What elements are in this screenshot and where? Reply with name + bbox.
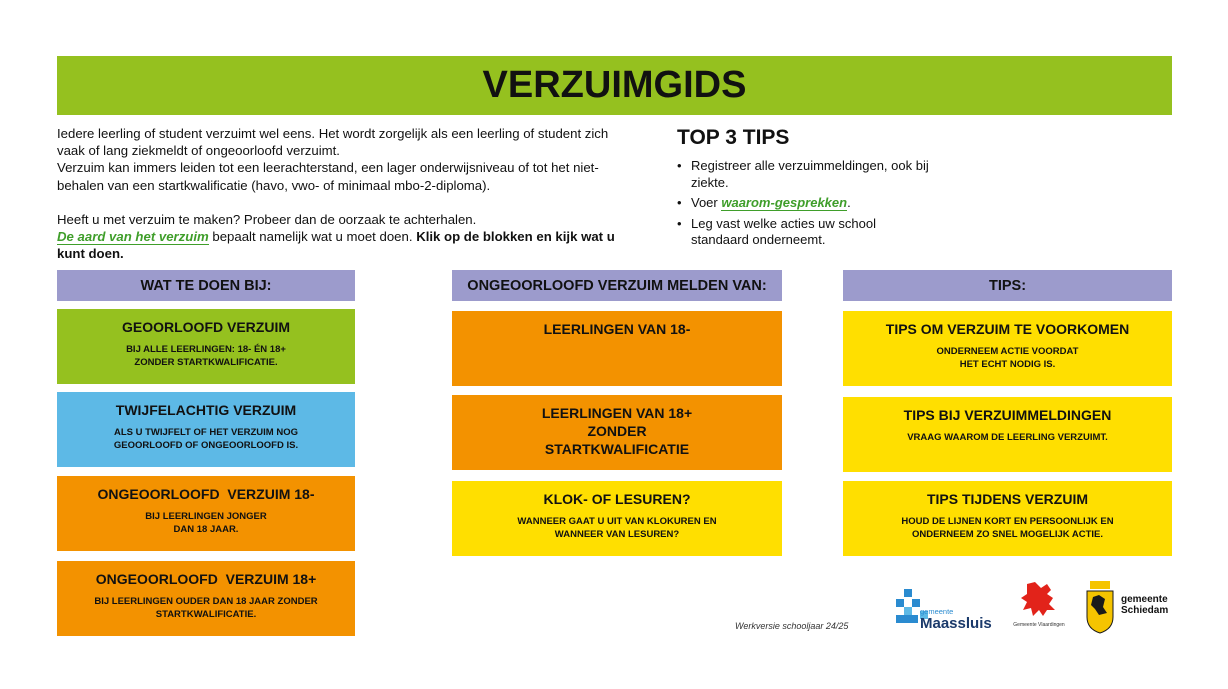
block-subtitle: [517, 515, 716, 541]
block-subtitle-line: GEOORLOOFD OF ONGEOORLOOFD IS.: [113, 440, 299, 451]
block-subtitle-line: VRAAG WAAROM DE LEERLING VERZUIMT.: [907, 432, 1108, 443]
block-subtitle-line: WANNEER GAAT U UIT VAN KLOKUREN EN: [517, 516, 717, 527]
intro-text: [57, 125, 617, 262]
intro-paragraph-4-text: bepaalt namelijk wat u moet doen.: [208, 229, 417, 245]
top3-tip-2-suffix: .: [847, 195, 851, 210]
aard-verzuim-link[interactable]: De aard van het verzuim: [57, 229, 209, 245]
intro-paragraph-4: [57, 228, 617, 262]
block-title-line: ZONDER: [587, 423, 647, 439]
block-title: TIPS BIJ VERZUIMMELDINGEN: [903, 407, 1112, 423]
block-tips-voorkomen[interactable]: [843, 311, 1172, 386]
block-klok-of-lesuren[interactable]: [452, 481, 782, 556]
intro-paragraph-2: Verzuim kan immers leiden tot een leerachterstand, een lager onderwijsniveau of tot het niet-behalen van een startkwalificatie (havo, vwo- of minimaal mbo-2-diploma).: [57, 160, 599, 193]
top3-tips: [677, 126, 937, 253]
top3-heading: TOP 3 TIPS: [677, 126, 790, 149]
block-leerlingen-18-min[interactable]: [452, 311, 782, 386]
block-title: KLOK- OF LESUREN?: [543, 491, 691, 507]
block-twijfelachtig-verzuim[interactable]: [57, 392, 355, 467]
block-subtitle: [907, 431, 1108, 444]
schiedam-text-line-1: gemeente: [1121, 594, 1168, 605]
block-title: TIPS OM VERZUIM TE VOORKOMEN: [885, 321, 1130, 337]
vlaardingen-text: Gemeente Vlaardingen: [1013, 622, 1065, 628]
block-ongeoorloofd-verzuim-18-plus[interactable]: [57, 561, 355, 636]
block-title-line: STARTKWALIFICATIE: [544, 441, 690, 457]
block-subtitle-line: BIJ LEERLINGEN JONGER: [145, 511, 267, 522]
block-tips-verzuimmeldingen[interactable]: [843, 397, 1172, 472]
block-subtitle: [145, 510, 266, 536]
top3-tip-3: • Leg vast welke acties uw school standaard onderneemt.: [677, 216, 937, 249]
block-title: ONGEOORLOOFD VERZUIM 18-: [97, 486, 315, 502]
top3-tip-1: • Registreer alle verzuimmeldingen, ook bij ziekte.: [677, 158, 937, 191]
maassluis-big-text: Maassluis: [920, 615, 992, 632]
schiedam-text: [1121, 594, 1168, 616]
block-title: ONGEOORLOOFD VERZUIM 18+: [95, 571, 317, 587]
logo-vlaardingen: [1010, 580, 1068, 634]
block-subtitle-line: ONDERNEEM ZO SNEL MOGELIJK ACTIE.: [911, 529, 1104, 540]
block-subtitle: [937, 345, 1079, 371]
block-subtitle-line: ZONDER STARTKWALIFICATIE.: [134, 357, 278, 368]
block-title: GEOORLOOFD VERZUIM: [122, 319, 290, 335]
block-subtitle: [901, 515, 1113, 541]
block-subtitle: [94, 595, 317, 621]
block-subtitle-line: ONDERNEEM ACTIE VOORDAT: [936, 346, 1079, 357]
version-label: Werkversie schooljaar 24/25: [735, 621, 849, 631]
block-title: TWIJFELACHTIG VERZUIM: [115, 402, 297, 418]
page-title: VERZUIMGIDS: [482, 64, 747, 106]
block-subtitle-line: STARTKWALIFICATIE.: [155, 609, 257, 620]
block-subtitle-line: HET ECHT NODIG IS.: [959, 359, 1056, 370]
block-leerlingen-18-plus-zonder-startkwalificatie[interactable]: [452, 395, 782, 470]
title-banner: [57, 56, 1172, 115]
block-title: TIPS TIJDENS VERZUIM: [926, 491, 1089, 507]
waarom-gesprekken-link[interactable]: waarom-gesprekken: [721, 195, 848, 210]
intro-paragraph-3: Heeft u met verzuim te maken? Probeer dan de oorzaak te achterhalen.: [57, 211, 477, 227]
column-heading-wat-te-doen: WAT TE DOEN BIJ:: [57, 270, 355, 301]
block-subtitle-line: DAN 18 JAAR.: [173, 524, 239, 535]
block-subtitle-line: WANNEER VAN LESUREN?: [554, 529, 680, 540]
vlaardingen-lion-icon: [1017, 580, 1061, 622]
block-subtitle-line: BIJ LEERLINGEN OUDER DAN 18 JAAR ZONDER: [94, 596, 318, 607]
block-subtitle: [114, 426, 298, 452]
schiedam-text-line-2: Schiedam: [1121, 605, 1169, 616]
block-subtitle-line: HOUD DE LIJNEN KORT EN PERSOONLIJK EN: [901, 516, 1114, 527]
logo-maassluis: [896, 584, 996, 634]
block-subtitle: [126, 343, 286, 369]
intro-instruction: Klik op de blokken en kijk wat u kunt doen.: [57, 229, 615, 262]
schiedam-shield-icon: [1085, 581, 1115, 635]
maassluis-text: [920, 608, 992, 632]
top3-tip-2: [677, 195, 937, 212]
block-subtitle-line: BIJ ALLE LEERLINGEN: 18- ÉN 18+: [126, 344, 286, 355]
block-ongeoorloofd-verzuim-18-min[interactable]: [57, 476, 355, 551]
column-heading-melden: ONGEOORLOOFD VERZUIM MELDEN VAN:: [452, 270, 782, 301]
block-title-line: LEERLINGEN VAN 18+: [541, 405, 693, 421]
top3-tip-2-prefix: Voer: [691, 195, 722, 210]
intro-paragraph-1: Iedere leerling of student verzuimt wel eens. Het wordt zorgelijk als een leerling of student zich vaak of lang ziekmeldt of ongeoorloofd verzuimt.: [57, 126, 609, 159]
block-geoorloofd-verzuim[interactable]: [57, 309, 355, 384]
block-title: LEERLINGEN VAN 18-: [543, 321, 691, 337]
block-subtitle-line: ALS U TWIJFELT OF HET VERZUIM NOG: [113, 427, 298, 438]
maassluis-small-text: gemeente: [920, 607, 954, 616]
block-tips-tijdens-verzuim[interactable]: [843, 481, 1172, 556]
column-heading-tips: TIPS:: [843, 270, 1172, 301]
logo-schiedam: [1085, 580, 1175, 636]
